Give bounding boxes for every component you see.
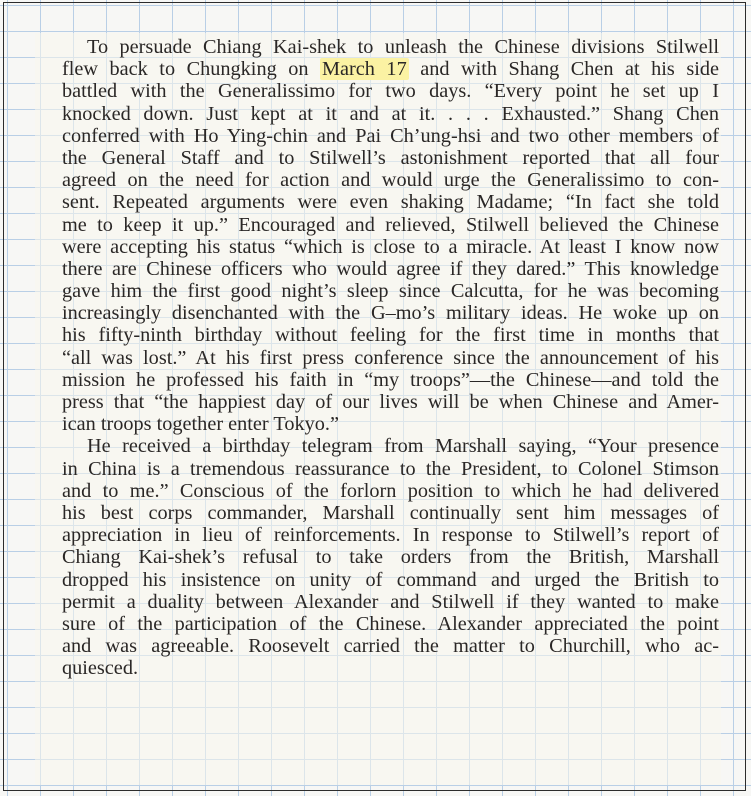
text-line: flew back to Chungking on March 17 and with Shang Chen at his side [62, 58, 719, 81]
text-line: his best corps commander, Marshall continually sent him messages of [62, 501, 719, 524]
text-line: in China is a tremendous reassurance to the President, to Colonel Stimson [62, 457, 719, 480]
text-line: were accepting his status “which is close to a miracle. At least I know now [62, 235, 719, 258]
text-line: and was agreeable. Roosevelt carried the matter to Churchill, who ac- [62, 635, 719, 658]
text-line: me to keep it up.” Encouraged and relieved, Stilwell believed the Chinese [62, 213, 719, 236]
text-line: gave him the first good night’s sleep since Calcutta, for he was becoming [62, 280, 719, 303]
paragraph-1 [37, 36, 719, 435]
text-line: “all was lost.” At his first press conference since the announcement of his [62, 346, 719, 369]
text-block [37, 36, 719, 679]
text-line: knocked down. Just kept at it and at it. . . . Exhausted.” Shang Chen [62, 102, 719, 125]
text-line: and to me.” Conscious of the forlorn position to which he had delivered [62, 479, 719, 502]
text-line: conferred with Ho Ying-chin and Pai Ch’ung-hsi and two other members of [62, 124, 719, 147]
text-line: quiesced. [62, 657, 139, 680]
text-line: mission he professed his faith in “my troops”—the Chinese—and told the [62, 368, 719, 391]
text-line: battled with the Generalissimo for two days. “Every point he set up I [62, 80, 719, 103]
text-line: dropped his insistence on unity of command and urged the British to [62, 568, 719, 591]
highlighted-date: March 17 [322, 58, 407, 81]
text-line: his fifty-ninth birthday without feeling for the first time in months that [62, 324, 719, 347]
text-line: sent. Repeated arguments were even shaking Madame; “In fact she told [62, 191, 719, 214]
text-line: increasingly disenchanted with the G–mo’s military ideas. He woke up on [62, 302, 719, 325]
text-line: He received a birthday telegram from Marshall saying, “Your presence [87, 435, 719, 458]
text-line: appreciation in lieu of reinforcements. In response to Stilwell’s report of [62, 524, 719, 547]
text-line: To persuade Chiang Kai-shek to unleash the Chinese divisions Stilwell [87, 36, 719, 58]
text-line: sure of the participation of the Chinese. Alexander appreciated the point [62, 612, 719, 635]
text-line: there are Chinese officers who would agree if they dared.” This knowledge [62, 257, 719, 280]
text-line: the General Staff and to Stilwell’s astonishment reported that all four [62, 146, 719, 169]
text-line: permit a duality between Alexander and Stilwell if they wanted to make [62, 590, 719, 613]
text-line: press that “the happiest day of our lives will be when Chinese and Amer- [62, 391, 719, 413]
text-line: ican troops together enter Tokyo.” [62, 413, 339, 436]
text-line: Chiang Kai-shek’s refusal to take orders from the British, Marshall [62, 546, 719, 569]
paragraph-2 [37, 435, 719, 679]
text-line: agreed on the need for action and would urge the Generalissimo to con- [62, 169, 719, 192]
